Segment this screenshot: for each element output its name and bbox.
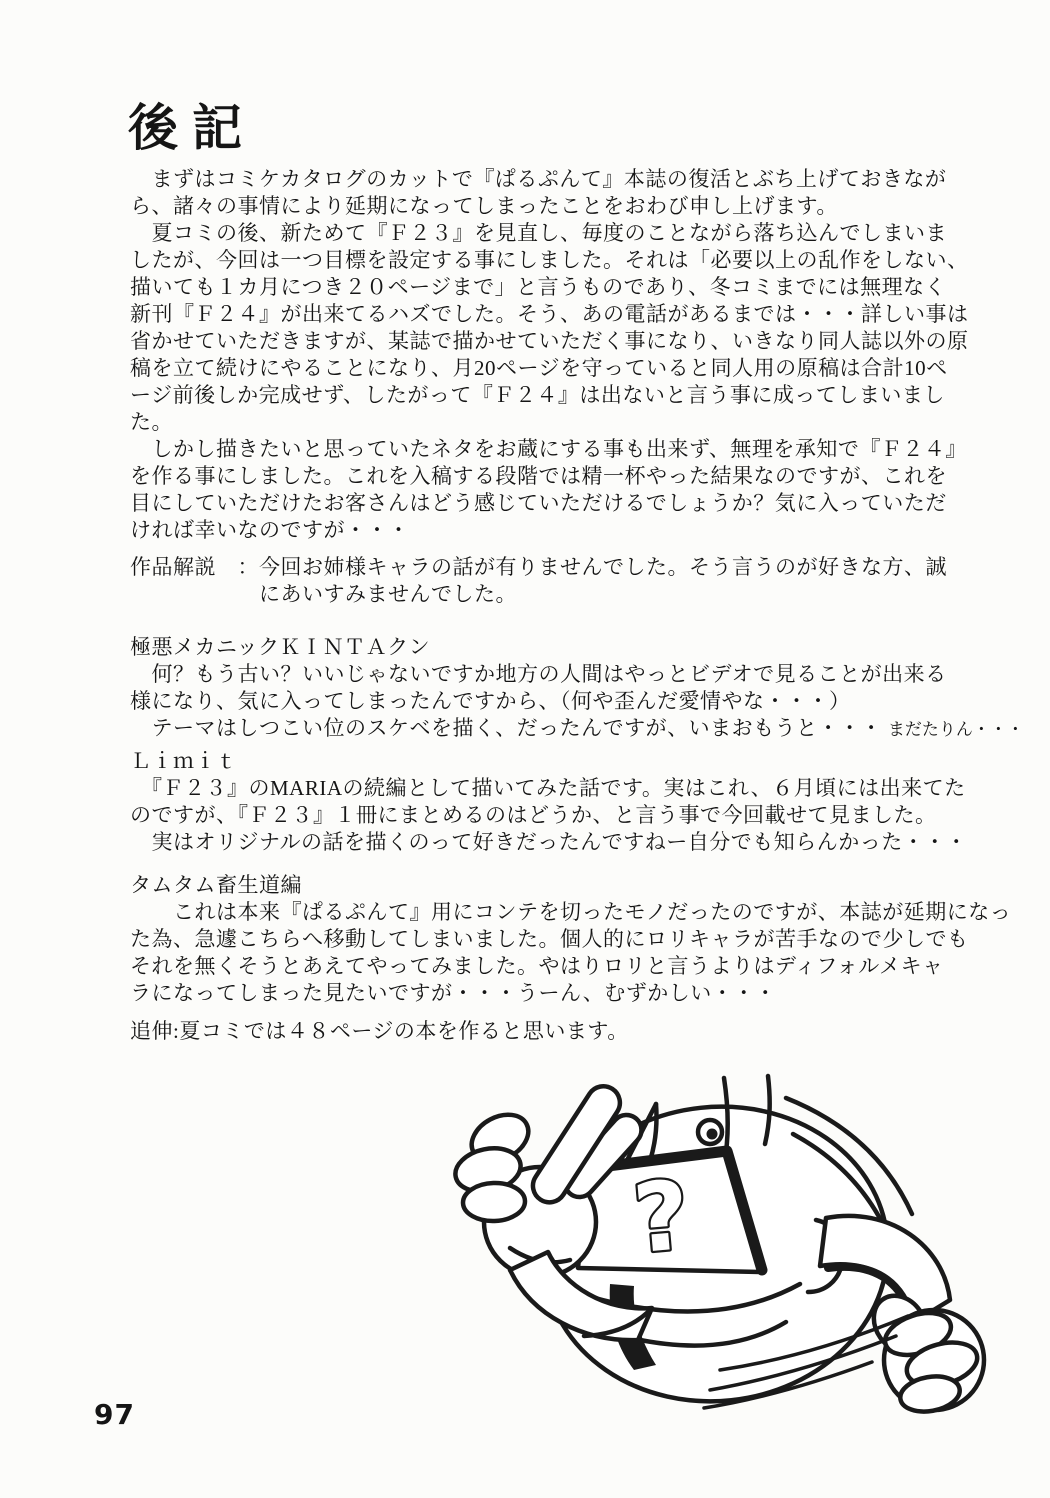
text-line: 作品解説 ：今回お姉様キャラの話が有りませんでした。そう言うのが好きな方、誠 <box>130 555 947 579</box>
text-line: まずはコミケカタログのカットで『ぱるぷんて』本誌の復活とぶち上げておきなが <box>130 167 947 191</box>
handwritten-note: まだたりん・・・ <box>887 720 1024 739</box>
robot-question-helmet-mascot-icon <box>448 1072 1013 1417</box>
text-line: 稿を立て続けにやることになり、月20ページを守っていると同人用の原稿は合計10ペ <box>130 356 948 380</box>
text-line: た。 <box>130 410 173 434</box>
text-line: ラになってしまった見たいですが・・・うーん、むずかしい・・・ <box>130 981 777 1005</box>
section-heading: 極悪メカニックＫＩＮＴＡクン <box>130 635 431 659</box>
page-number: 97 <box>94 1398 135 1431</box>
text-line: た為、急遽こちらへ移動してしまいました。個人的にロリキャラが苦手なので少しでも <box>130 927 969 951</box>
page-title: 後記 <box>128 100 256 156</box>
text-line: これは本来『ぱるぷんて』用にコンテを切ったモノだったのですが、本誌が延期になっ <box>130 900 1012 924</box>
text-line: それを無くそうとあえてやってみました。やはりロリと言うよりはディフォルメキャ <box>130 954 944 978</box>
text-line <box>130 715 1024 742</box>
text-line: を作る事にしました。これを入稿する段階では精一杯やった結果なのですが、これを <box>130 464 947 488</box>
text-line: 描いても１カ月につき２０ページまで」と言うものであり、冬コミまでには無理なく <box>130 275 947 299</box>
text-line: ージ前後しか完成せず、したがって『Ｆ２４』は出ないと言う事に成ってしまいまし <box>130 383 945 407</box>
text-line: ら、諸々の事情により延期になってしまったことをおわび申し上げます。 <box>130 194 838 218</box>
section-limit <box>130 748 968 856</box>
text-line: 『Ｆ２３』のMARIAの続編として描いてみた話です。実はこれ、６月頃には出来てた <box>130 776 966 800</box>
text-line-main: テーマはしつこい位のスケベを描く、だったんですが、いまおもうと・・・ <box>130 716 888 740</box>
text-line: ければ幸いなのですが・・・ <box>130 518 410 542</box>
section-kinta <box>130 634 1024 742</box>
text-line: したが、今回は一つ目標を設定する事にしました。それは「必要以上の乱作をしない、 <box>130 248 969 272</box>
right-pupil <box>707 1129 718 1140</box>
text-line: 目にしていただけたお客さんはどう感じていただけるでしょうか？気に入っていただ <box>130 491 947 515</box>
text-line: 夏コミの後、新ためて『Ｆ２３』を見直し、毎度のことながら落ち込んでしまいま <box>130 221 947 245</box>
section-tamtam <box>130 872 1012 1007</box>
curled-finger <box>462 1182 525 1222</box>
section-heading: Ｌｉｍｉｔ <box>130 749 238 773</box>
text-line: 追伸:夏コミでは４８ページの本を作ると思います。 <box>130 1019 629 1043</box>
text-line: 何？もう古い？いいじゃないですか地方の人間はやっとビデオで見ることが出来る <box>130 662 947 686</box>
text-line: のですが、『Ｆ２３』１冊にまとめるのはどうか、と言う事で今回載せて見ました。 <box>130 803 937 827</box>
text-line: しかし描きたいと思っていたネタをお蔵にする事も出来ず、無理を承知で『Ｆ２４』 <box>130 437 967 461</box>
text-line: 省かせていただきますが、某誌で描かせていただく事になり、いきなり同人誌以外の原 <box>130 329 969 353</box>
text-line: 新刊『Ｆ２４』が出来てるハズでした。そう、あの電話があるまでは・・・詳しい事は <box>130 302 969 326</box>
section-commentary <box>130 554 960 608</box>
text-line: 様になり、気に入ってしまったんですから、（何や歪んだ愛情やな・・・） <box>130 689 851 713</box>
question-mark-glyph: ? <box>629 1160 694 1276</box>
text-line: 実はオリジナルの話を描くのって好きだったんですねー自分でも知らんかった・・・ <box>130 830 968 854</box>
section-heading: タムタム畜生道編 <box>130 873 302 897</box>
text-line: にあいすみませんでした。 <box>130 582 517 606</box>
postscript <box>130 1018 960 1045</box>
intro-paragraphs <box>130 166 969 544</box>
